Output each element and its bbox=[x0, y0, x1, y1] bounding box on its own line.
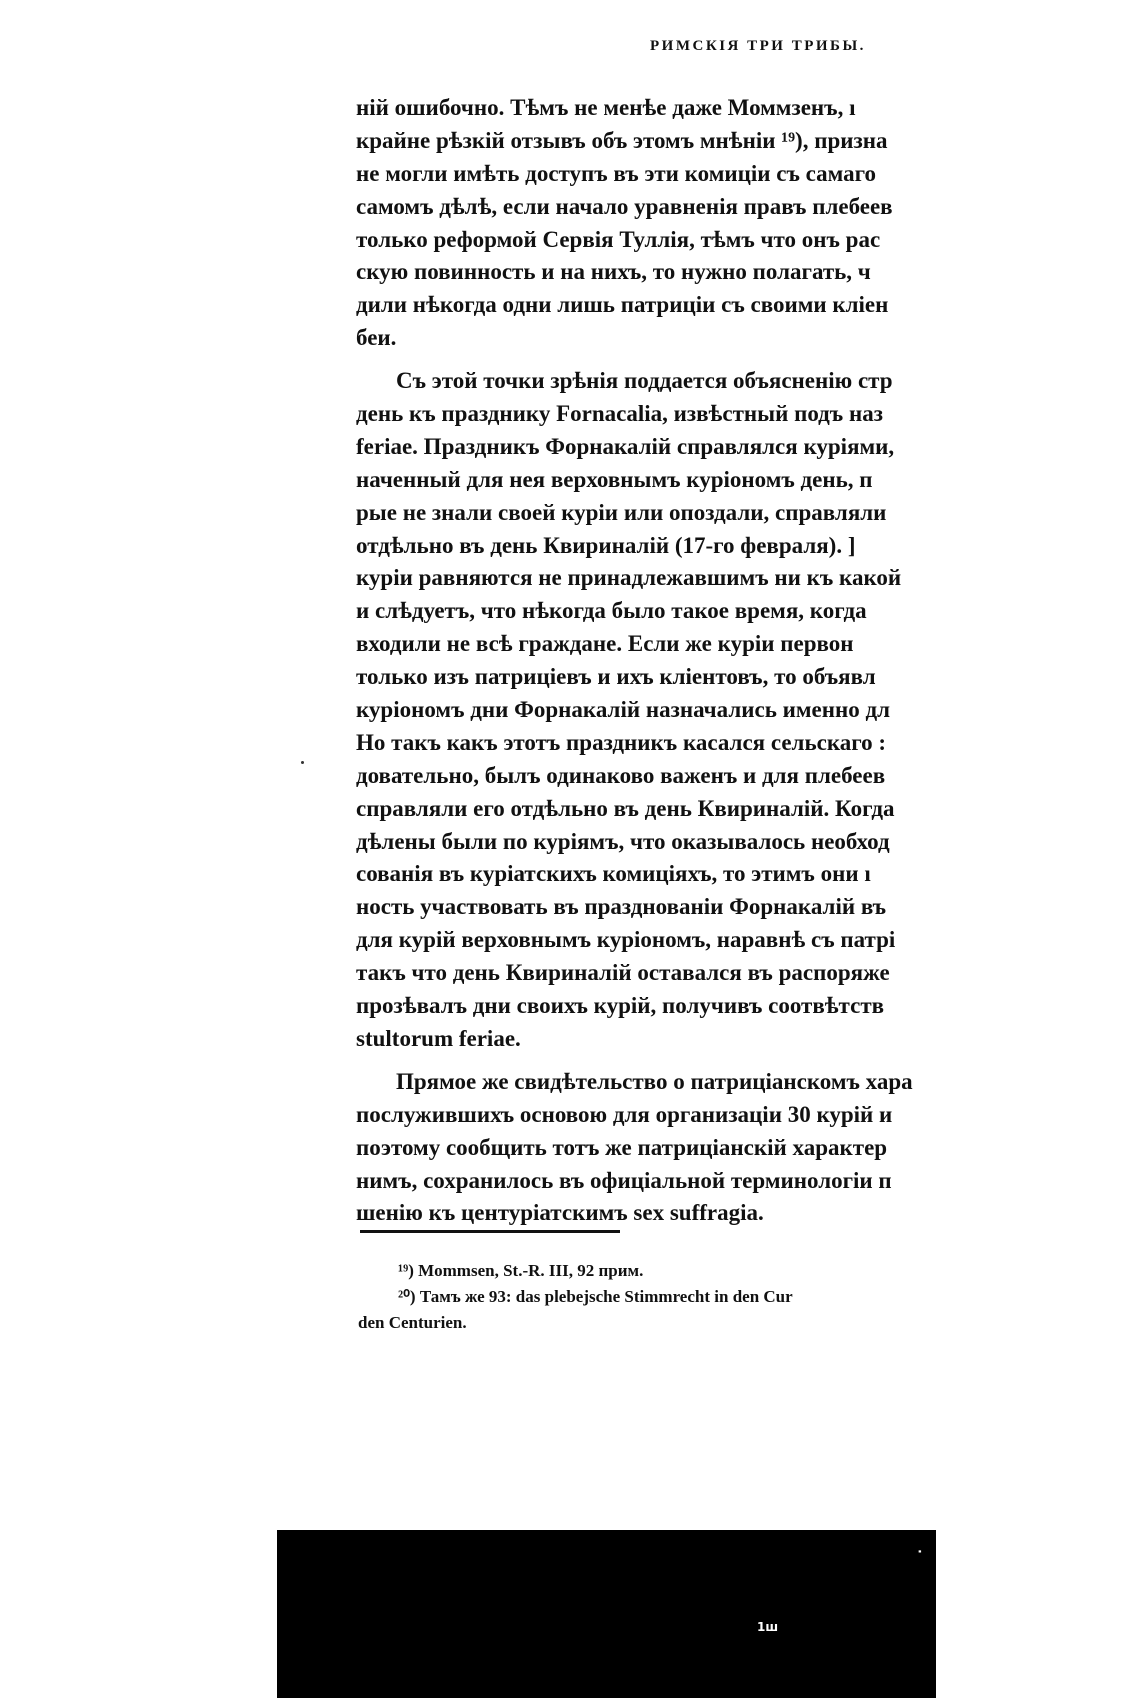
text-line: нимъ, сохранилось въ офиціальной терминологіи п bbox=[356, 1167, 892, 1193]
text-line: для курій верховнымъ куріономъ, наравнѣ съ патрі bbox=[356, 927, 896, 953]
text-line: послужившихъ основою для организаціи 30 курій и bbox=[356, 1101, 893, 1127]
paragraph-2 bbox=[356, 365, 976, 1056]
text-line: рые не знали своей куріи или опоздали, справляли bbox=[356, 499, 887, 525]
text-line: входили не всѣ граждане. Если же куріи первон bbox=[356, 631, 854, 657]
text-line: ность участвовать въ празднованіи Форнакалій въ bbox=[356, 894, 887, 920]
text-line: справляли его отдѣльно въ день Квириналій. Когда bbox=[356, 795, 895, 821]
text-line: ній ошибочно. Тѣмъ не менѣе даже Моммзенъ, ı bbox=[356, 95, 856, 120]
text-line: Съ этой точки зрѣнія поддается объясненію стр bbox=[396, 368, 893, 394]
text-line: крайне рѣзкій отзывъ объ этомъ мнѣніи ¹⁹), призна bbox=[356, 127, 888, 153]
text-line: такъ что день Квириналій оставался въ распоряже bbox=[356, 960, 890, 986]
text-line: Но такъ какъ этотъ праздникъ касался сельскаго : bbox=[356, 729, 887, 755]
text-line: только изъ патриціевъ и ихъ кліентовъ, то объявл bbox=[356, 664, 876, 690]
paragraph-1 bbox=[356, 92, 976, 355]
text-line: не могли имѣть доступъ въ эти комиціи съ самаго bbox=[356, 160, 876, 186]
text-line: только реформой Сервія Туллія, тѣмъ что онъ рас bbox=[356, 226, 881, 252]
footnotes bbox=[358, 1258, 958, 1336]
footnote-20: ²⁰) Тамъ же 93: das plebejsche Stimmrecht in den Cur bbox=[398, 1287, 793, 1306]
scan-black-strip bbox=[277, 1530, 936, 1698]
text-line: дѣлены были по куріямъ, что оказывалось необход bbox=[356, 828, 890, 854]
text-line: куріономъ дни Форнакалій назначались именно дл bbox=[356, 697, 891, 723]
paragraph-3 bbox=[356, 1066, 976, 1230]
footnote-rule bbox=[360, 1230, 620, 1233]
text-line: feriae. Праздникъ Форнакалій справлялся куріями, bbox=[356, 433, 895, 459]
text-line: сованія въ куріатскихъ комиціяхъ, то этимъ они ı bbox=[356, 861, 871, 887]
footnote-19: ¹⁹) Mommsen, St.-R. III, 92 прим. bbox=[398, 1261, 644, 1280]
body-text bbox=[356, 92, 976, 1230]
text-line: прозѣвалъ дни своихъ курій, получивъ соотвѣтств bbox=[356, 993, 885, 1019]
text-line: отдѣльно въ день Квириналій (17-го февраля). ] bbox=[356, 532, 856, 558]
text-line: самомъ дѣлѣ, если начало уравненія правъ плебеев bbox=[356, 193, 893, 219]
text-line: куріи равняются не принадлежавшимъ ни къ какой bbox=[356, 565, 902, 591]
text-line: наченный для нея верховнымъ куріономъ день, п bbox=[356, 466, 873, 492]
strip-mark: 1ш bbox=[757, 1620, 779, 1634]
text-line: и слѣдуетъ, что нѣкогда было такое время, когда bbox=[356, 598, 867, 624]
running-head: РИМСКІЯ ТРИ ТРИБЫ. bbox=[650, 38, 866, 54]
text-line: дили нѣкогда одни лишь патриціи съ своими кліен bbox=[356, 292, 889, 318]
text-line: шенію къ центуріатскимъ sex suffragia. bbox=[356, 1200, 764, 1226]
strip-mark: ᐧ bbox=[917, 1542, 923, 1563]
text-line: поэтому сообщить тотъ же патриціанскій характер bbox=[356, 1134, 888, 1160]
text-line: беи. bbox=[356, 325, 397, 351]
text-line: Прямое же свидѣтельство о патриціанскомъ хара bbox=[396, 1068, 913, 1094]
stray-ink-mark bbox=[301, 761, 304, 764]
text-line: день къ празднику Fornacalia, извѣстный подъ наз bbox=[356, 401, 883, 427]
footnote-20-continued: den Centurien. bbox=[358, 1313, 467, 1332]
text-line: stultorum feriae. bbox=[356, 1025, 521, 1051]
text-line: скую повинность и на нихъ, то нужно полагать, ч bbox=[356, 259, 871, 285]
text-line: довательно, былъ одинаково важенъ и для плебеев bbox=[356, 762, 886, 788]
